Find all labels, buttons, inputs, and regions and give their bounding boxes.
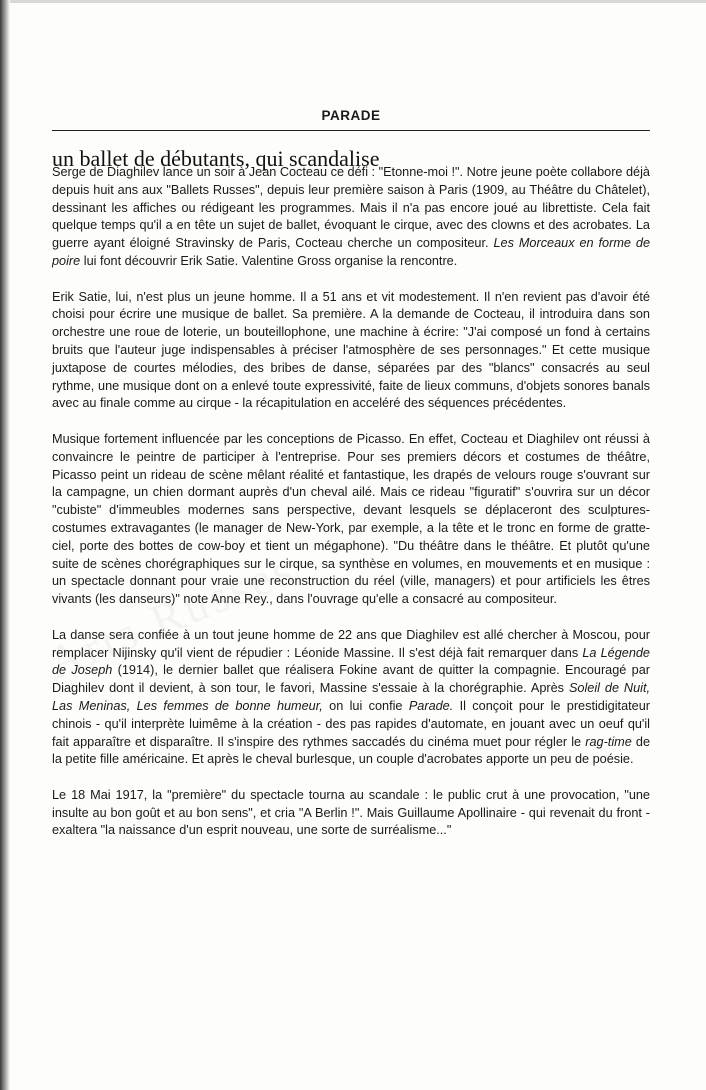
scan-binding-shadow xyxy=(0,0,10,1090)
text-run: on lui confie xyxy=(322,698,409,713)
text-run: Le 18 Mai 1917, la "première" du spectacle tourna au scandale : le public crut à une provocation, "une insulte au bon goût et au bon sens", et cria "A Berlin !". Mais Guillaume Apollinaire - qui revenait du front - exaltera "la naissance d'un esprit nouveau, une sorte de surréalisme..." xyxy=(52,787,650,838)
scan-top-edge xyxy=(0,0,706,3)
text-run: de la petite fille américaine. Et après le cheval burlesque, un couple d'acrobates apporte un peu de poésie. xyxy=(52,734,650,767)
page-subtitle: un ballet de débutants, qui scandalise xyxy=(52,146,380,171)
text-run: lui font découvrir Erik Satie. Valentine Gross organise la rencontre. xyxy=(80,253,458,268)
text-run: Musique fortement influencée par les conceptions de Picasso. En effet, Cocteau et Diaghilev ont réussi à convaincre le peintre de participer à l'entreprise. Pour ses premiers décors et costumes de théâtre, Picasso peint un rideau de scène mêlant réalité et fantastique, les drapés de velours rouge s'ouvrant sur la campagne, un chien dormant auprès d'un cheval ailé. Mais ce rideau "figuratif" s'ouvrira sur un décor "cubiste" d'immeubles modernes sans perspective, devant lesquels se déplaceront des sculptures-costumes extravagantes (le manager de New-York, par exemple, a la tête et le tronc en forme de gratte-ciel, porte des bottes de cow-boy et tient un mégaphone). "Du théâtre dans le théâtre. Et plutôt qu'une suite de scènes chorégraphiques sur le cirque, sa synthèse en volumes, en mouvements et en musique : un spectacle donnant pour vraie une reconstruction du réel (ville, managers) et pour artificiels les êtres vivants (les danseurs)" note Anne Rey., dans l'ouvrage qu'elle a consacré au compositeur. xyxy=(52,431,650,607)
text-run: La danse sera confiée à un tout jeune homme de 22 ans que Diaghilev est allé chercher à Moscou, pour remplacer Nijinsky qu'il vient de répudier : Léonide Massine. Il s'est déjà fait remarquer dans xyxy=(52,627,650,660)
italic-title: rag-time xyxy=(585,734,632,749)
italic-title: Les Morceaux en forme de poire xyxy=(52,236,650,268)
text-run: Erik Satie, lui, n'est plus un jeune homme. Il a 51 ans et vit modestement. Il n'en revient pas d'avoir été choisi pour écrire une musique de ballet. Sa première. A la demande de Cocteau, il introduira dans son orchestre une roue de loterie, un bouteillophone, une machine à écrire: "J'ai composé un fond à certains bruits que l'auteur juge indispensables à préciser l'atmosphère de ses personnages." Et cette musique juxtapose de courtes mélodies, des bribes de danse, séparées par des "blancs" consacrés au seul rythme, une musique dont on a enlevé toute expressivité, faite de lieux communs, d'objets sonores banals avec au finale comme au cirque - la récapitulation en acceléré des séquences précédentes. xyxy=(52,289,650,411)
section-header: PARADE xyxy=(321,108,381,123)
italic-title: Parade. xyxy=(408,698,454,713)
paragraph-4 xyxy=(52,627,650,769)
text-run: Serge de Diaghilev lance un soir à Jean Cocteau ce défi : "Etonne-moi !". Notre jeune poète collabore déjà depuis huit ans aux "Ballets Russes", depuis leur première saison à Paris (1909, au Théâtre du Châtelet), dessinant les affiches ou rédigeant les programmes. Mais il n'a pas encore joué au librettiste. Cela fait quelque temps qu'il a en tête un sujet de ballet, évoquant le cirque, avec des clowns et des acrobates. La guerre ayant éloigné Stravinsky de Paris, Cocteau cherche un compositeur. xyxy=(52,165,650,251)
article-body xyxy=(52,164,650,858)
paragraph-1 xyxy=(52,164,650,271)
paragraph-3 xyxy=(52,431,650,609)
text-run: Il conçoit pour le prestidigitateur chinois - qu'il interprète luimême à la création - des pas rapides d'automate, en jouant avec un oeuf qu'il fait apparaître et disparaître. Il s'inspire des rythmes saccadés du cinéma muet pour régler le xyxy=(52,698,650,749)
paragraph-2 xyxy=(52,289,650,414)
italic-title: La Légende de Joseph xyxy=(52,645,650,678)
italic-title: Soleil de Nuit, Las Meninas, Les femmes de bonne humeur, xyxy=(52,681,650,713)
header-rule xyxy=(52,130,650,131)
text-run: (1914), le dernier ballet que réalisera Fokine avant de quitter la compagnie. Encouragé par Diaghilev dont il devient, à son tour, le favori, Massine s'essaie à la chorégraphie. Après xyxy=(52,663,650,696)
paragraph-5 xyxy=(52,787,650,840)
